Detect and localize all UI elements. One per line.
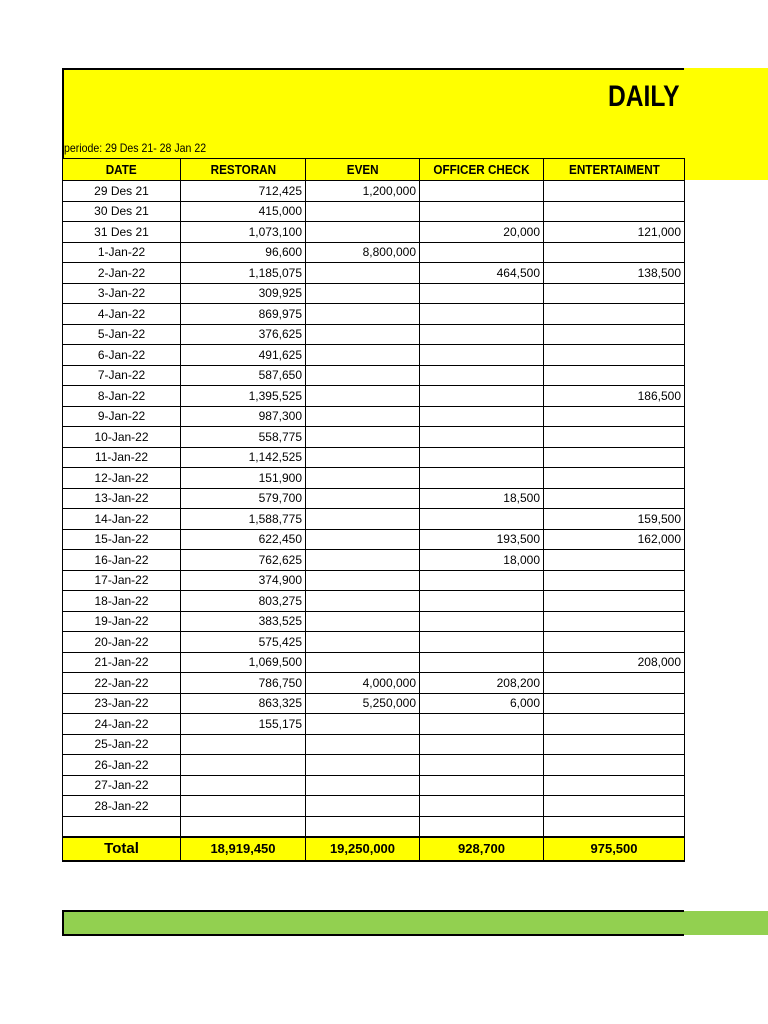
total-even[interactable]: 19,250,000 xyxy=(306,837,420,861)
cell-date[interactable]: 15-Jan-22 xyxy=(63,529,181,550)
cell-officer-check[interactable]: 18,000 xyxy=(420,550,544,571)
cell-restoran[interactable]: 762,625 xyxy=(181,550,306,571)
cell-officer-check[interactable] xyxy=(420,406,544,427)
cell-officer-check[interactable]: 20,000 xyxy=(420,222,544,243)
cell-entertaiment[interactable] xyxy=(544,816,685,837)
cell-even[interactable] xyxy=(306,570,420,591)
cell-date[interactable]: 13-Jan-22 xyxy=(63,488,181,509)
cell-date[interactable]: 7-Jan-22 xyxy=(63,365,181,386)
cell-even[interactable] xyxy=(306,652,420,673)
cell-officer-check[interactable] xyxy=(420,714,544,735)
cell-even[interactable] xyxy=(306,796,420,817)
cell-even[interactable] xyxy=(306,365,420,386)
total-label[interactable]: Total xyxy=(63,837,181,861)
table-row xyxy=(63,468,685,489)
cell-officer-check[interactable] xyxy=(420,324,544,345)
cell-date[interactable]: 12-Jan-22 xyxy=(63,468,181,489)
cell-entertaiment[interactable] xyxy=(544,447,685,468)
cell-even[interactable] xyxy=(306,304,420,325)
cell-entertaiment[interactable] xyxy=(544,755,685,776)
cell-date[interactable]: 2-Jan-22 xyxy=(63,263,181,284)
cell-restoran[interactable]: 383,525 xyxy=(181,611,306,632)
cell-officer-check[interactable] xyxy=(420,570,544,591)
cell-even[interactable] xyxy=(306,550,420,571)
cell-entertaiment[interactable] xyxy=(544,304,685,325)
cell-restoran[interactable]: 987,300 xyxy=(181,406,306,427)
cell-even[interactable] xyxy=(306,775,420,796)
cell-date[interactable]: 23-Jan-22 xyxy=(63,693,181,714)
table-row xyxy=(63,447,685,468)
cell-entertaiment[interactable] xyxy=(544,488,685,509)
cell-date[interactable]: 8-Jan-22 xyxy=(63,386,181,407)
cell-restoran[interactable]: 579,700 xyxy=(181,488,306,509)
cell-entertaiment[interactable] xyxy=(544,611,685,632)
table-body xyxy=(63,181,685,837)
table-row xyxy=(63,304,685,325)
cell-restoran[interactable]: 786,750 xyxy=(181,673,306,694)
cell-restoran[interactable] xyxy=(181,796,306,817)
cell-restoran[interactable]: 491,625 xyxy=(181,345,306,366)
table-row xyxy=(63,222,685,243)
cell-officer-check[interactable]: 6,000 xyxy=(420,693,544,714)
cell-entertaiment[interactable] xyxy=(544,345,685,366)
header-row xyxy=(63,159,685,181)
cell-entertaiment[interactable] xyxy=(544,775,685,796)
table-row xyxy=(63,283,685,304)
cell-entertaiment[interactable] xyxy=(544,181,685,202)
cell-restoran[interactable]: 374,900 xyxy=(181,570,306,591)
cell-even[interactable]: 8,800,000 xyxy=(306,242,420,263)
cell-date[interactable]: 6-Jan-22 xyxy=(63,345,181,366)
cell-even[interactable] xyxy=(306,427,420,448)
cell-officer-check[interactable] xyxy=(420,427,544,448)
table-row xyxy=(63,673,685,694)
table-row xyxy=(63,406,685,427)
cell-date[interactable]: 30 Des 21 xyxy=(63,201,181,222)
cell-restoran[interactable]: 376,625 xyxy=(181,324,306,345)
cell-officer-check[interactable] xyxy=(420,816,544,837)
col-header-even[interactable]: EVEN xyxy=(306,159,420,181)
cell-even[interactable] xyxy=(306,529,420,550)
table-row xyxy=(63,693,685,714)
cell-officer-check[interactable] xyxy=(420,755,544,776)
cell-officer-check[interactable]: 193,500 xyxy=(420,529,544,550)
cell-restoran[interactable]: 1,588,775 xyxy=(181,509,306,530)
footer-green-band-extension xyxy=(684,911,768,935)
cell-even[interactable] xyxy=(306,406,420,427)
cell-officer-check[interactable] xyxy=(420,345,544,366)
table-row xyxy=(63,632,685,653)
cell-officer-check[interactable]: 18,500 xyxy=(420,488,544,509)
cell-officer-check[interactable] xyxy=(420,365,544,386)
cell-even[interactable] xyxy=(306,263,420,284)
cell-even[interactable] xyxy=(306,324,420,345)
cell-even[interactable] xyxy=(306,447,420,468)
cell-date[interactable]: 18-Jan-22 xyxy=(63,591,181,612)
cell-date[interactable]: 3-Jan-22 xyxy=(63,283,181,304)
cell-restoran[interactable]: 1,395,525 xyxy=(181,386,306,407)
cell-entertaiment[interactable] xyxy=(544,673,685,694)
cell-date[interactable]: 24-Jan-22 xyxy=(63,714,181,735)
cell-officer-check[interactable] xyxy=(420,632,544,653)
table-row xyxy=(63,427,685,448)
col-header-date[interactable]: DATE xyxy=(63,159,181,181)
cell-restoran[interactable]: 1,142,525 xyxy=(181,447,306,468)
footer-green-band xyxy=(62,910,684,936)
cell-date[interactable]: 22-Jan-22 xyxy=(63,673,181,694)
cell-date[interactable]: 16-Jan-22 xyxy=(63,550,181,571)
total-entertaiment[interactable]: 975,500 xyxy=(544,837,685,861)
cell-date[interactable]: 17-Jan-22 xyxy=(63,570,181,591)
table-row xyxy=(63,816,685,837)
table-row xyxy=(63,591,685,612)
cell-entertaiment[interactable] xyxy=(544,201,685,222)
cell-entertaiment[interactable] xyxy=(544,734,685,755)
cell-restoran[interactable]: 863,325 xyxy=(181,693,306,714)
cell-entertaiment[interactable] xyxy=(544,632,685,653)
cell-restoran[interactable]: 1,069,500 xyxy=(181,652,306,673)
cell-officer-check[interactable] xyxy=(420,468,544,489)
cell-even[interactable] xyxy=(306,386,420,407)
table-row xyxy=(63,201,685,222)
cell-officer-check[interactable] xyxy=(420,611,544,632)
title-band-extension xyxy=(684,68,768,180)
cell-restoran[interactable]: 558,775 xyxy=(181,427,306,448)
table-row xyxy=(63,796,685,817)
cell-officer-check[interactable] xyxy=(420,509,544,530)
cell-date[interactable]: 26-Jan-22 xyxy=(63,755,181,776)
table-row xyxy=(63,775,685,796)
cell-date[interactable]: 29 Des 21 xyxy=(63,181,181,202)
cell-restoran[interactable]: 575,425 xyxy=(181,632,306,653)
cell-even[interactable]: 1,200,000 xyxy=(306,181,420,202)
cell-restoran[interactable]: 151,900 xyxy=(181,468,306,489)
table-row xyxy=(63,734,685,755)
cell-entertaiment[interactable] xyxy=(544,796,685,817)
cell-entertaiment[interactable] xyxy=(544,242,685,263)
cell-restoran[interactable]: 1,073,100 xyxy=(181,222,306,243)
cell-officer-check[interactable] xyxy=(420,386,544,407)
table-row xyxy=(63,365,685,386)
cell-entertaiment[interactable] xyxy=(544,324,685,345)
cell-entertaiment[interactable] xyxy=(544,550,685,571)
cell-date[interactable]: 10-Jan-22 xyxy=(63,427,181,448)
cell-entertaiment[interactable] xyxy=(544,406,685,427)
cell-restoran[interactable]: 712,425 xyxy=(181,181,306,202)
cell-even[interactable]: 5,250,000 xyxy=(306,693,420,714)
cell-date[interactable]: 5-Jan-22 xyxy=(63,324,181,345)
cell-even[interactable] xyxy=(306,755,420,776)
cell-officer-check[interactable] xyxy=(420,775,544,796)
cell-restoran[interactable]: 622,450 xyxy=(181,529,306,550)
cell-officer-check[interactable] xyxy=(420,304,544,325)
cell-officer-check[interactable] xyxy=(420,796,544,817)
report-title: DAILY xyxy=(608,80,680,113)
table-row xyxy=(63,324,685,345)
cell-restoran[interactable]: 1,185,075 xyxy=(181,263,306,284)
table-row xyxy=(63,755,685,776)
table-row xyxy=(63,529,685,550)
cell-date[interactable]: 31 Des 21 xyxy=(63,222,181,243)
cell-even[interactable] xyxy=(306,591,420,612)
cell-restoran[interactable] xyxy=(181,734,306,755)
cell-entertaiment[interactable] xyxy=(544,591,685,612)
cell-entertaiment[interactable]: 138,500 xyxy=(544,263,685,284)
cell-officer-check[interactable] xyxy=(420,652,544,673)
table-row xyxy=(63,345,685,366)
cell-date[interactable]: 9-Jan-22 xyxy=(63,406,181,427)
cell-date[interactable]: 14-Jan-22 xyxy=(63,509,181,530)
cell-officer-check[interactable] xyxy=(420,201,544,222)
table-row xyxy=(63,488,685,509)
cell-officer-check[interactable]: 208,200 xyxy=(420,673,544,694)
cell-date[interactable] xyxy=(63,816,181,837)
table-row xyxy=(63,263,685,284)
col-header-restoran[interactable]: RESTORAN xyxy=(181,159,306,181)
cell-restoran[interactable] xyxy=(181,755,306,776)
cell-restoran[interactable] xyxy=(181,816,306,837)
cell-restoran[interactable]: 309,925 xyxy=(181,283,306,304)
cell-even[interactable] xyxy=(306,488,420,509)
cell-officer-check[interactable] xyxy=(420,447,544,468)
cell-officer-check[interactable] xyxy=(420,734,544,755)
cell-entertaiment[interactable] xyxy=(544,714,685,735)
cell-date[interactable]: 4-Jan-22 xyxy=(63,304,181,325)
cell-even[interactable] xyxy=(306,201,420,222)
cell-officer-check[interactable] xyxy=(420,242,544,263)
cell-date[interactable]: 21-Jan-22 xyxy=(63,652,181,673)
cell-restoran[interactable]: 587,650 xyxy=(181,365,306,386)
period-label: periode: 29 Des 21- 28 Jan 22 xyxy=(64,141,207,155)
cell-even[interactable] xyxy=(306,632,420,653)
cell-date[interactable]: 28-Jan-22 xyxy=(63,796,181,817)
table-row xyxy=(63,181,685,202)
cell-even[interactable] xyxy=(306,734,420,755)
cell-restoran[interactable]: 803,275 xyxy=(181,591,306,612)
cell-date[interactable]: 1-Jan-22 xyxy=(63,242,181,263)
cell-entertaiment[interactable]: 208,000 xyxy=(544,652,685,673)
cell-even[interactable] xyxy=(306,816,420,837)
cell-even[interactable] xyxy=(306,468,420,489)
cell-entertaiment[interactable] xyxy=(544,427,685,448)
cell-even[interactable] xyxy=(306,222,420,243)
daily-report-table xyxy=(62,158,685,862)
table-row xyxy=(63,509,685,530)
table-row xyxy=(63,242,685,263)
cell-entertaiment[interactable] xyxy=(544,468,685,489)
cell-restoran[interactable]: 155,175 xyxy=(181,714,306,735)
cell-date[interactable]: 27-Jan-22 xyxy=(63,775,181,796)
table-row xyxy=(63,714,685,735)
cell-entertaiment[interactable] xyxy=(544,693,685,714)
col-header-entertaiment[interactable]: ENTERTAIMENT xyxy=(544,159,685,181)
table-row xyxy=(63,611,685,632)
cell-restoran[interactable]: 96,600 xyxy=(181,242,306,263)
total-restoran[interactable]: 18,919,450 xyxy=(181,837,306,861)
cell-even[interactable]: 4,000,000 xyxy=(306,673,420,694)
cell-date[interactable]: 25-Jan-22 xyxy=(63,734,181,755)
cell-date[interactable]: 20-Jan-22 xyxy=(63,632,181,653)
cell-restoran[interactable] xyxy=(181,775,306,796)
cell-entertaiment[interactable] xyxy=(544,283,685,304)
cell-date[interactable]: 19-Jan-22 xyxy=(63,611,181,632)
cell-officer-check[interactable]: 464,500 xyxy=(420,263,544,284)
cell-entertaiment[interactable]: 159,500 xyxy=(544,509,685,530)
cell-entertaiment[interactable] xyxy=(544,570,685,591)
table-row xyxy=(63,386,685,407)
table-row xyxy=(63,550,685,571)
cell-entertaiment[interactable]: 162,000 xyxy=(544,529,685,550)
cell-entertaiment[interactable] xyxy=(544,365,685,386)
cell-entertaiment[interactable]: 186,500 xyxy=(544,386,685,407)
cell-even[interactable] xyxy=(306,714,420,735)
cell-restoran[interactable]: 415,000 xyxy=(181,201,306,222)
cell-entertaiment[interactable]: 121,000 xyxy=(544,222,685,243)
cell-even[interactable] xyxy=(306,509,420,530)
cell-restoran[interactable]: 869,975 xyxy=(181,304,306,325)
table-row xyxy=(63,570,685,591)
cell-even[interactable] xyxy=(306,611,420,632)
cell-date[interactable]: 11-Jan-22 xyxy=(63,447,181,468)
cell-officer-check[interactable] xyxy=(420,591,544,612)
cell-even[interactable] xyxy=(306,283,420,304)
col-header-officer-check[interactable]: OFFICER CHECK xyxy=(420,159,544,181)
total-row xyxy=(63,837,685,861)
total-officer-check[interactable]: 928,700 xyxy=(420,837,544,861)
cell-even[interactable] xyxy=(306,345,420,366)
table-row xyxy=(63,652,685,673)
cell-officer-check[interactable] xyxy=(420,181,544,202)
cell-officer-check[interactable] xyxy=(420,283,544,304)
